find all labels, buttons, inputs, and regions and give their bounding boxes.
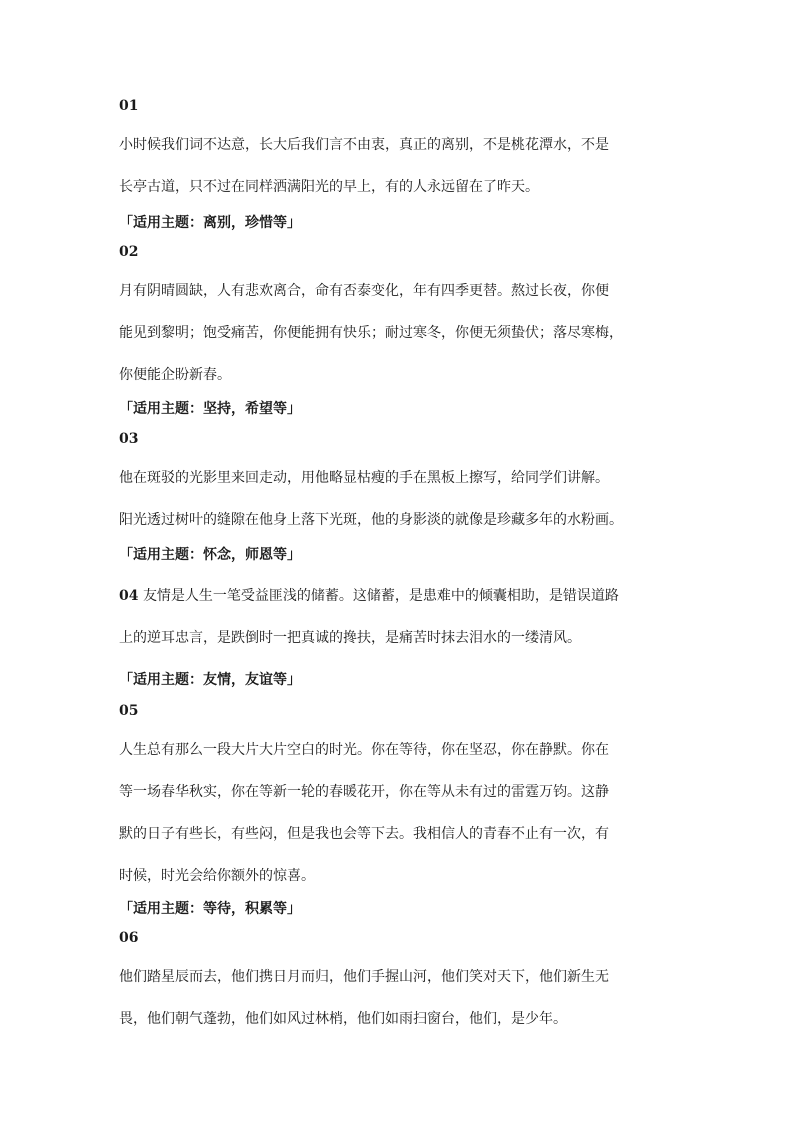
theme-tag: 「适用主题：怀念，师恩等」	[119, 547, 301, 563]
section-line: 上的逆耳忠言，是跌倒时一把真诚的搀扶，是痛苦时抹去泪水的一缕清风。	[119, 630, 581, 646]
section-number: 02	[119, 244, 139, 260]
section-line: 友情是人生一笔受益匪浅的储蓄。这储蓄，是患难中的倾囊相助，是错误道路	[142, 588, 619, 604]
section-line: 阳光透过树叶的缝隙在他身上落下光斑，他的身影淡的就像是珍藏多年的水粉画。	[119, 512, 623, 528]
section-line: 他在斑驳的光影里来回走动，用他略显枯瘦的手在黑板上擦写，给同学们讲解。	[119, 470, 609, 486]
section-05	[119, 702, 694, 895]
theme-tag: 「适用主题：坚持，希望等」	[119, 401, 301, 417]
section-line: 月有阴晴圆缺，人有悲欢离合，命有否泰变化，年有四季更替。熬过长夜，你便	[119, 283, 609, 299]
section-02	[119, 243, 694, 394]
section-04	[119, 578, 694, 657]
section-line: 长亭古道，只不过在同样洒满阳光的早上，有的人永远留在了昨天。	[119, 179, 539, 195]
section-line: 默的日子有些长，有些闷，但是我也会等下去。我相信人的青春不止有一次，有	[119, 826, 609, 842]
section-line: 等一场春华秋实，你在等新一轮的春暖花开，你在等从未有过的雷霆万钧。这静	[119, 784, 609, 800]
section-line: 小时候我们词不达意，长大后我们言不由衷，真正的离别，不是桃花潭水，不是	[119, 137, 609, 153]
section-line: 你便能企盼新春。	[119, 367, 231, 383]
section-number: 05	[119, 703, 139, 719]
section-01	[119, 97, 694, 206]
section-line: 他们踏星辰而去，他们携日月而归，他们手握山河，他们笑对天下，他们新生无	[119, 969, 609, 985]
section-number: 04	[119, 588, 139, 604]
section-line-first	[119, 578, 694, 615]
theme-tag: 「适用主题：离别，珍惜等」	[119, 215, 301, 231]
section-06	[119, 929, 694, 1038]
section-number: 06	[119, 930, 139, 946]
section-number: 01	[119, 98, 139, 114]
theme-tag: 「适用主题：等待，积累等」	[119, 901, 301, 917]
section-line: 能见到黎明；饱受痛苦，你便能拥有快乐；耐过寒冬，你便无须蛰伏；落尽寒梅，	[119, 325, 623, 341]
theme-tag: 「适用主题：友情，友谊等」	[119, 672, 301, 688]
section-line: 人生总有那么一段大片大片空白的时光。你在等待，你在坚忍，你在静默。你在	[119, 742, 609, 758]
section-line: 时候，时光会给你额外的惊喜。	[119, 868, 315, 884]
section-line: 畏，他们朝气蓬勃，他们如风过林梢，他们如雨扫窗台，他们，是少年。	[119, 1011, 567, 1027]
section-03	[119, 430, 694, 539]
section-number: 03	[119, 431, 139, 447]
